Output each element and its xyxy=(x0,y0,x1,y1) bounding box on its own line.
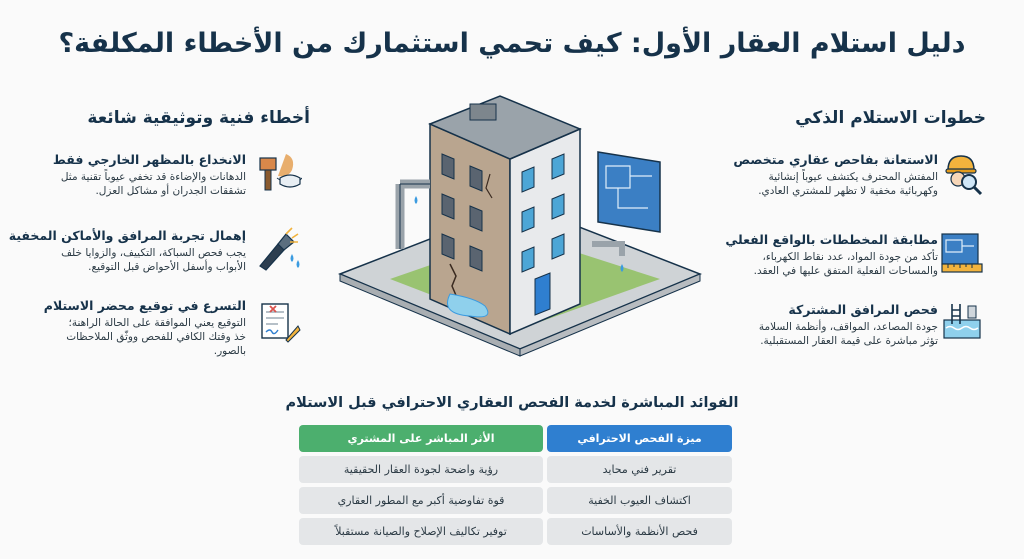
item-line: الأبواب وأسفل الأحواض قبل التوقيع. xyxy=(88,261,246,273)
building-illustration xyxy=(330,84,710,384)
item-line: تؤثر مباشرة على قيمة العقار المستقبلية. xyxy=(760,335,938,347)
item-heading: إهمال تجربة المرافق والأماكن المخفية xyxy=(8,228,246,243)
item-line: وكهربائية مخفية لا تظهر للمشتري العادي. xyxy=(758,185,938,197)
benefits-table xyxy=(299,425,736,549)
page-title: دليل استلام العقار الأول: كيف تحمي استثمارك من الأخطاء المكلفة؟ xyxy=(58,28,966,59)
item-line: التوقيع يعني الموافقة على الحالة الراهنة؛ xyxy=(68,317,246,329)
feature-cell: فحص الأنظمة والأساسات xyxy=(547,518,732,545)
table-row xyxy=(299,518,736,545)
left-item-hidden-places xyxy=(6,228,246,274)
item-heading: التسرع في توقيع محضر الاستلام xyxy=(43,298,246,313)
header-feature: ميزة الفحص الاحترافي xyxy=(547,425,732,452)
item-line: الدهانات والإضاءة قد تخفي عيوباً تقنية مثل xyxy=(60,171,246,183)
impact-cell: قوة تفاوضية أكبر مع المطور العقاري xyxy=(299,487,543,514)
impact-cell: رؤية واضحة لجودة العقار الحقيقية xyxy=(299,456,543,483)
item-line: بالصور. xyxy=(213,345,246,357)
item-line: خذ وقتك الكافي للفحص ووثّق الملاحظات xyxy=(66,331,246,343)
item-line: المفتش المحترف يكتشف عيوباً إنشائية xyxy=(768,171,938,183)
feature-cell: تقرير فني محايد xyxy=(547,456,732,483)
item-heading: فحص المرافق المشتركة xyxy=(788,302,938,317)
header-impact: الأثر المباشر على المشتري xyxy=(299,425,543,452)
paint-brush-mask-icon xyxy=(256,150,302,196)
item-line: جودة المصاعد، المواقف، وأنظمة السلامة xyxy=(758,321,938,333)
left-item-signing xyxy=(6,298,246,358)
table-title: الفوائد المباشرة لخدمة الفحص العقاري الاحترافي قبل الاستلام xyxy=(285,395,739,411)
right-item-facilities xyxy=(678,302,938,348)
impact-cell: توفير تكاليف الإصلاح والصيانة مستقبلاً xyxy=(299,518,543,545)
inspector-magnifier-icon xyxy=(938,150,984,196)
left-item-appearance xyxy=(6,152,246,198)
item-line: والمساحات الفعلية المتفق عليها في العقد. xyxy=(753,265,938,277)
table-row xyxy=(299,456,736,483)
blueprint-ruler-icon xyxy=(938,230,984,276)
table-row xyxy=(299,487,736,514)
table-header-row xyxy=(299,425,736,452)
left-column-title: أخطاء فنية وتوثيقية شائعة xyxy=(87,108,310,128)
document-signature-icon xyxy=(256,300,302,346)
right-item-inspector xyxy=(678,152,938,198)
item-heading: الاستعانة بفاحص عقاري متخصص xyxy=(733,152,938,167)
item-heading: الانخداع بالمظهر الخارجي فقط xyxy=(52,152,246,167)
item-line: تأكد من جودة المواد، عدد نقاط الكهرباء، xyxy=(762,251,938,263)
pool-facility-icon xyxy=(938,298,984,344)
item-line: تشققات الجدران أو مشاكل العزل. xyxy=(95,185,246,197)
feature-cell: اكتشاف العيوب الخفية xyxy=(547,487,732,514)
right-item-blueprint xyxy=(678,232,938,278)
flashlight-drops-icon xyxy=(256,226,302,272)
item-heading: مطابقة المخططات بالواقع الفعلي xyxy=(725,232,938,247)
item-line: يجب فحص السباكة، التكييف، والزوايا خلف xyxy=(61,247,246,259)
right-column-title: خطوات الاستلام الذكي xyxy=(795,108,986,128)
